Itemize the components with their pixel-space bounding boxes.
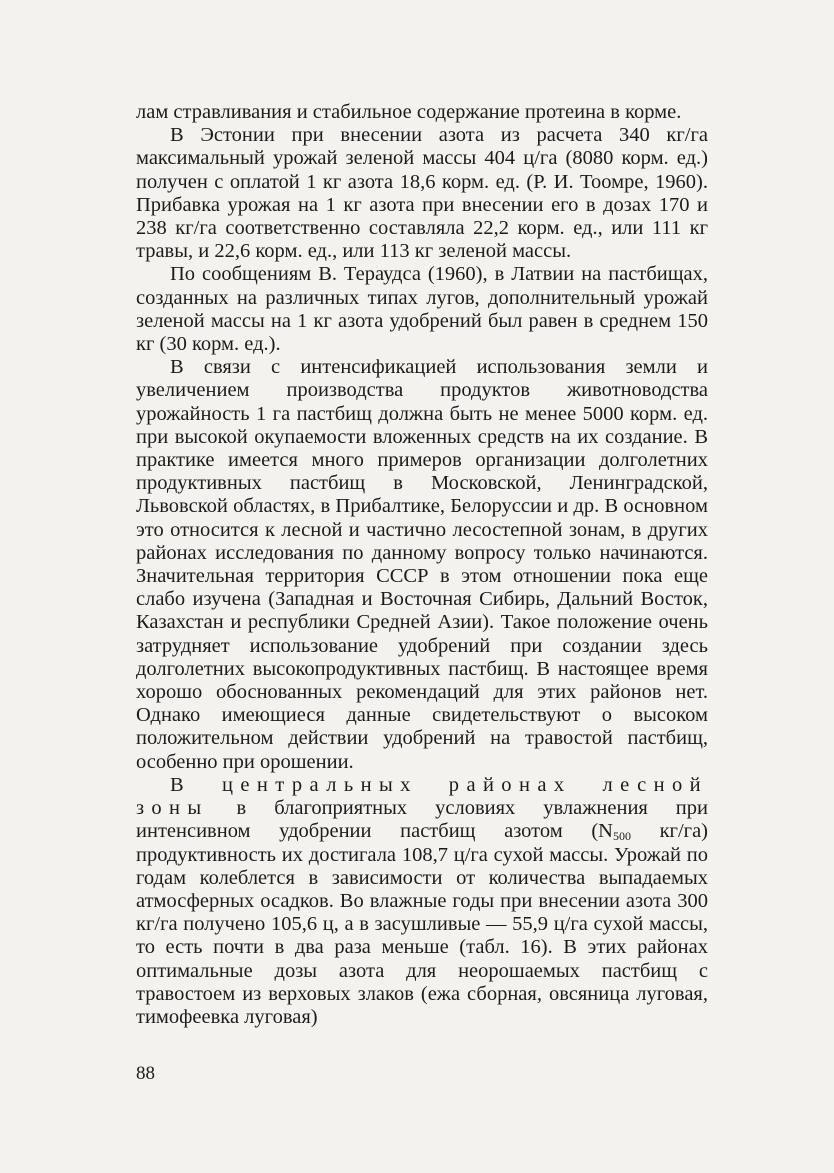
body-text [136, 101, 708, 1029]
page-number: 88 [136, 1063, 155, 1084]
nitrogen-subscript: 500 [612, 829, 631, 844]
spaced-lead-in: В центральных районах лесной зоны [136, 773, 708, 820]
paragraph-5-text-b: кг/га) продуктивность их достигала 108,7 ц/га сухой массы. Урожай по годам колеблется в зависимости от количества выпадаемых атмосферных осадков. Во влажные годы при внесении азота 300 кг/га получено 105,6 ц, а в засушливые — 55,9 ц/га сухой массы, то есть почти в два раза меньше (табл. 16). В этих районах оптимальные дозы азота для неорошаемых пастбищ с травостоем из верховых злаков (ежа сборная, овсяница луговая, тимофеевка луговая) [136, 820, 708, 1028]
paragraph-2: В Эстонии при внесении азота из расчета 340 кг/га максимальный урожай зеленой массы 404 ц/га (8080 корм. ед.) получен с оплатой 1 кг азота 18,6 корм. ед. (Р. И. Тоомре, 1960). Прибавка урожая на 1 кг азота при внесении его в дозах 170 и 238 кг/га соответственно составляла 22,2 корм. ед., или 111 кг травы, и 22,6 корм. ед., или 113 кг зеленой массы. [136, 124, 708, 263]
paragraph-1: лам стравливания и стабильное содержание протеина в корме. [136, 101, 682, 123]
paragraph-5-text-a: в благоприятных условиях увлажнения при интенсивном удобрении пастбищ азотом (N [136, 797, 709, 843]
paragraph-5 [136, 774, 708, 1029]
paragraph-4: В связи с интенсификацией использования земли и увеличением производства продуктов животноводства урожайность 1 га пастбищ должна быть не менее 5000 корм. ед. при высокой окупаемости вложенных средств на их создание. В практике имеется много примеров организации долголетних продуктивных пастбищ в Московской, Ленинградской, Львовской областях, в Прибалтике, Белоруссии и др. В основном это относится к лесной и частично лесостепной зонам, в других районах исследования по данному вопросу только начинаются. Значительная территория СССР в этом отношении пока еще слабо изучена (Западная и Восточная Сибирь, Дальний Восток, Казахстан и республики Средней Азии). Такое положение очень затрудняет использование удобрений при создании здесь долголетних высокопродуктивных пастбищ. В настоящее время хорошо обоснованных рекомендаций для этих районов нет. Однако имеющиеся данные свидетельствуют о высоком положительном действии удобрений на травостой пастбищ, особенно при орошении. [136, 356, 708, 773]
paragraph-3: По сообщениям В. Тераудса (1960), в Латвии на пастбищах, созданных на различных типах лугов, дополнительный урожай зеленой массы на 1 кг азота удобрений был равен в среднем 150 кг (30 корм. ед.). [136, 263, 708, 356]
